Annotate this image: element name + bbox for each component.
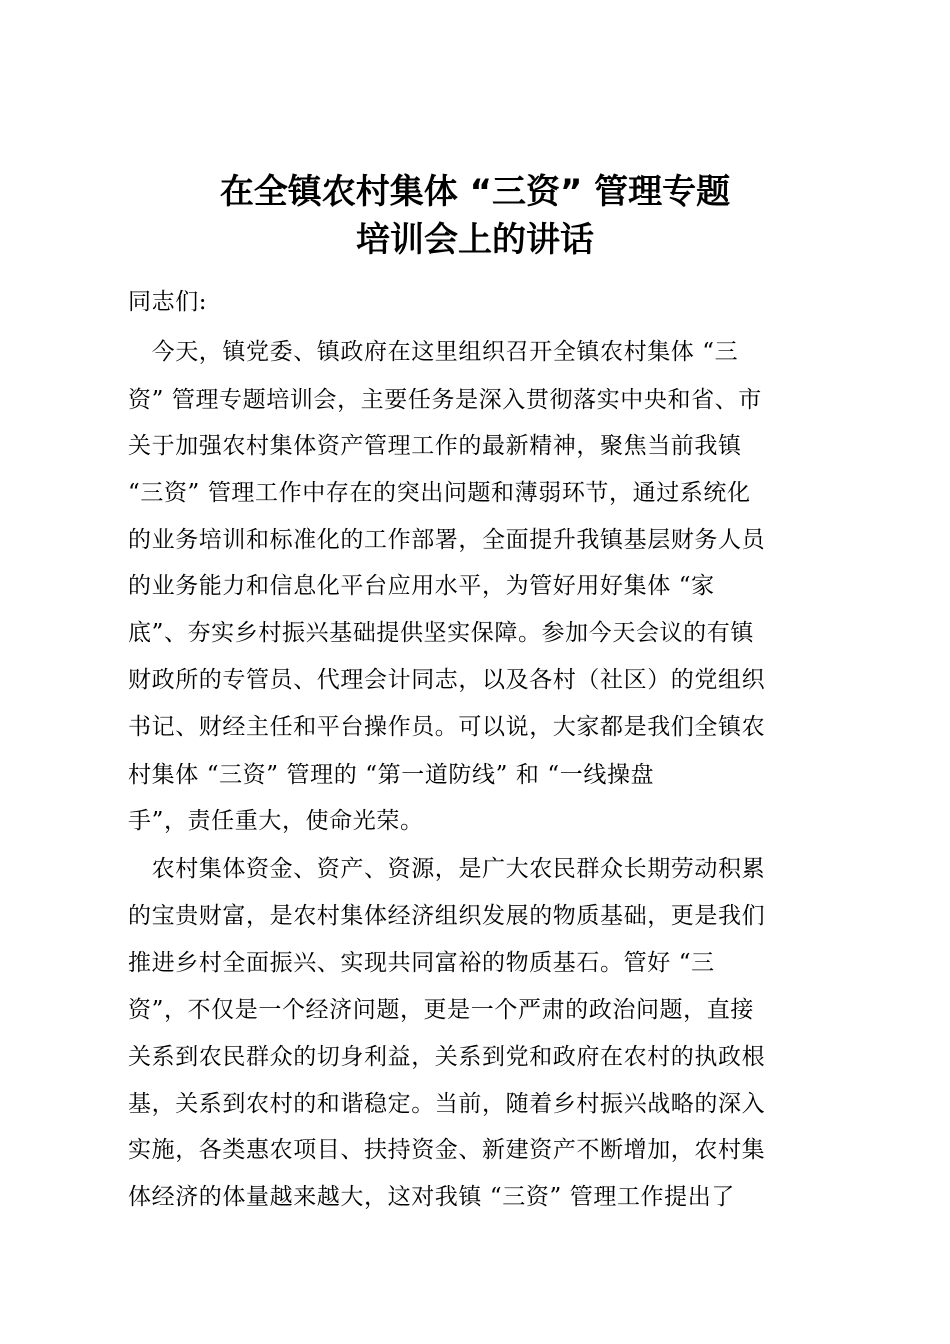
body-line: 基，关系到农村的和谐稳定。当前，随着乡村振兴战略的深入 [128, 1091, 766, 1117]
body-line: 的业务能力和信息化平台应用水平，为管好用好集体 “家 [128, 573, 715, 599]
body-line: 的宝贵财富，是农村集体经济组织发展的物质基础，更是我们 [128, 903, 766, 929]
body-line: 实施，各类惠农项目、扶持资金、新建资产不断增加，农村集 [128, 1137, 766, 1163]
body-line: 关系到农民群众的切身利益，关系到党和政府在农村的执政根 [128, 1044, 766, 1070]
body-line: 手”，责任重大，使命光荣。 [128, 808, 424, 834]
body-line: 书记、财经主任和平台操作员。可以说，大家都是我们全镇农 [128, 714, 766, 740]
body-line: 村集体 “三资” 管理的 “第一道防线” 和 “一线操盘 [128, 762, 655, 788]
body-line: 财政所的专管员、代理会计同志，以及各村（社区）的党组织 [128, 667, 766, 693]
body-line: 今天，镇党委、镇政府在这里组织召开全镇农村集体 “三 [128, 339, 739, 365]
body-line: 推进乡村全面振兴、实现共同富裕的物质基石。管好 “三 [128, 950, 715, 976]
document-title-line-2: 培训会上的讲话 [356, 220, 594, 260]
body-line: 资”，不仅是一个经济问题，更是一个严肃的政治问题，直接 [128, 997, 754, 1023]
body-line: 的业务培训和标准化的工作部署，全面提升我镇基层财务人员 [128, 527, 766, 553]
body-line: 关于加强农村集体资产管理工作的最新精神，聚焦当前我镇 [128, 433, 742, 459]
body-line: 资” 管理专题培训会，主要任务是深入贯彻落实中央和省、市 [128, 387, 762, 413]
document-title-line-1: 在全镇农村集体 “三资” 管理专题 [219, 172, 731, 212]
body-line: 体经济的体量越来越大，这对我镇 “三资” 管理工作提出了 [128, 1184, 735, 1210]
body-line: “三资” 管理工作中存在的突出问题和薄弱环节，通过系统化 [128, 480, 751, 506]
body-line: 底”、夯实乡村振兴基础提供坚实保障。参加今天会议的有镇 [128, 620, 754, 646]
body-line: 农村集体资金、资产、资源，是广大农民群众长期劳动积累 [128, 856, 766, 882]
salutation: 同志们: [128, 289, 208, 315]
